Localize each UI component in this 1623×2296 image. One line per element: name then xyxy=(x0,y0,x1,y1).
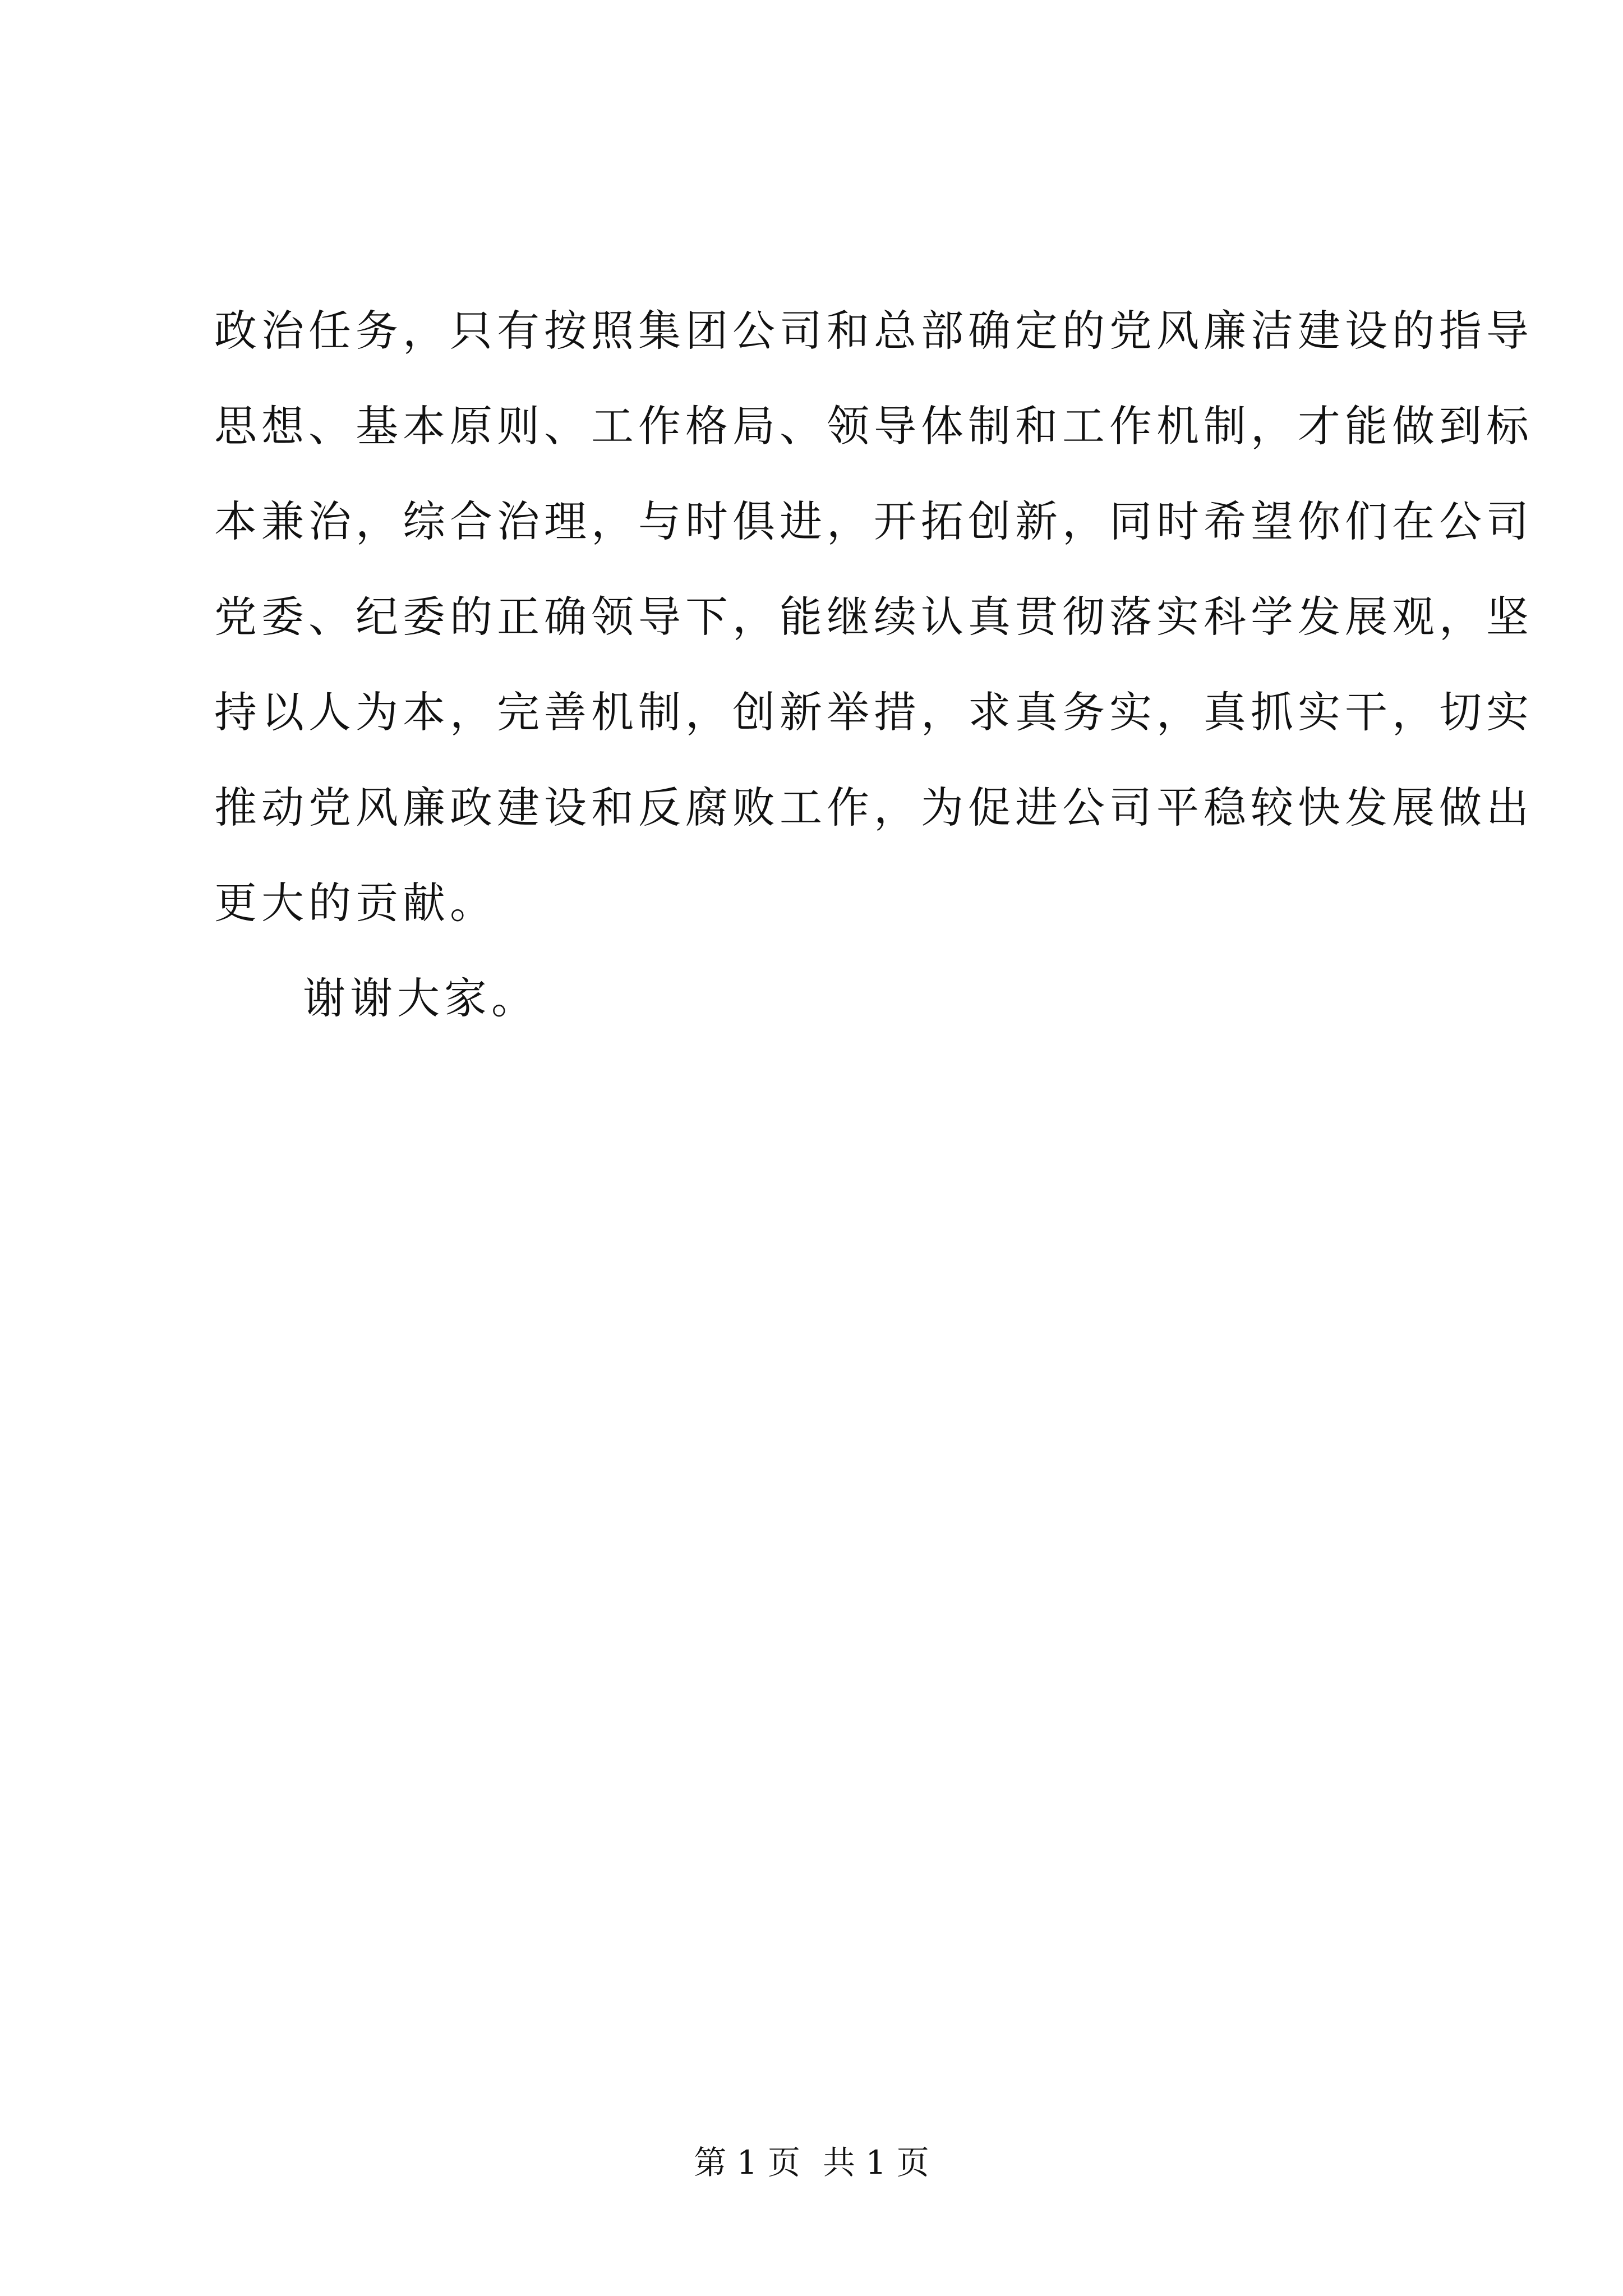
paragraph-line: 政治任务，只有按照集团公司和总部确定的党风廉洁建设的指导 xyxy=(214,306,1533,356)
paragraph-line: 更大的贡献。 xyxy=(214,878,497,928)
paragraph-line: 持以人为本，完善机制，创新举措，求真务实，真抓实干，切实 xyxy=(214,687,1533,737)
page-footer xyxy=(0,2140,1623,2185)
closing-remark: 谢谢大家。 xyxy=(303,973,538,1023)
paragraph-line: 推动党风廉政建设和反腐败工作，为促进公司平稳较快发展做出 xyxy=(214,783,1533,832)
paragraph-line: 本兼治，综合治理，与时俱进，开拓创新，同时希望你们在公司 xyxy=(214,496,1533,546)
page-number: 第 1 页 xyxy=(694,2143,800,2182)
paragraph-line: 思想、基本原则、工作格局、领导体制和工作机制，才能做到标 xyxy=(214,401,1533,451)
page-total: 共 1 页 xyxy=(823,2143,929,2182)
paragraph-line: 党委、纪委的正确领导下，能继续认真贯彻落实科学发展观，坚 xyxy=(214,592,1533,642)
document-body xyxy=(214,283,1533,1046)
